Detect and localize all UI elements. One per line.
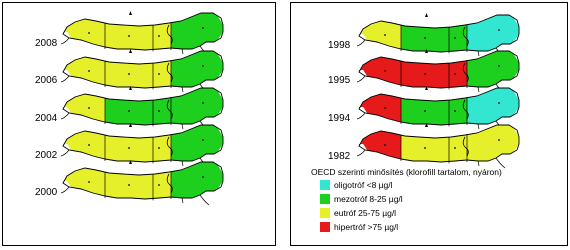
boat-marker: [129, 49, 132, 53]
lake-basin-4: [467, 125, 519, 161]
sampling-point: [128, 73, 130, 75]
stream: [182, 198, 183, 203]
boat-marker: [129, 11, 132, 15]
sampling-point: [498, 139, 500, 141]
lake-basin-4: [171, 13, 223, 49]
sampling-point: [424, 37, 426, 39]
inflow-stream: [61, 76, 69, 82]
legend-swatch: [320, 208, 330, 218]
lake-basin-1: [359, 21, 401, 49]
inflow-stream: [61, 38, 69, 44]
sampling-point: [498, 102, 500, 104]
lake-basin-4: [171, 88, 223, 124]
year-label: 1982: [328, 151, 351, 162]
stream: [182, 124, 183, 129]
sampling-point: [202, 102, 204, 104]
lake-basin-1: [63, 131, 105, 159]
lake-basin-4: [171, 125, 223, 161]
legend-label: mezotróf 8-25 µg/l: [334, 194, 403, 204]
sampling-point: [158, 184, 160, 186]
sampling-point: [202, 65, 204, 67]
inflow-stream: [61, 113, 69, 119]
legend-swatch: [320, 222, 330, 232]
sampling-point: [88, 144, 90, 146]
boat-marker: [425, 13, 428, 17]
year-label: 2000: [35, 187, 58, 198]
lake-map: [61, 86, 223, 131]
year-label: 2006: [35, 75, 58, 86]
lake-map: [61, 11, 223, 56]
sampling-point: [158, 147, 160, 149]
legend-title: OECD szerinti minősítés (klorofill tartalom, nyáron): [311, 167, 502, 177]
lake-map: [61, 123, 223, 168]
sampling-point: [88, 107, 90, 109]
outflow-stream: [200, 195, 209, 205]
inflow-stream: [357, 150, 365, 156]
sampling-point: [202, 176, 204, 178]
legend-swatch: [320, 194, 330, 204]
sampling-point: [128, 184, 130, 186]
year-label: 1994: [328, 113, 351, 124]
sampling-point: [158, 110, 160, 112]
stream: [478, 161, 479, 166]
lake-map: [357, 49, 519, 94]
sampling-point: [454, 73, 456, 75]
sampling-point: [128, 110, 130, 112]
lake-maps-left: [3, 3, 275, 245]
lake-basin-4: [467, 15, 519, 51]
sampling-point: [128, 147, 130, 149]
sampling-point: [158, 35, 160, 37]
inflow-stream: [61, 150, 69, 156]
lake-basin-4: [467, 88, 519, 124]
right-panel: [290, 2, 568, 246]
sampling-point: [88, 32, 90, 34]
sampling-point: [128, 35, 130, 37]
lake-basin-1: [359, 57, 401, 85]
inflow-stream: [357, 113, 365, 119]
stream: [478, 51, 479, 56]
stream: [182, 49, 183, 54]
year-label: 1998: [328, 40, 351, 51]
lake-basin-4: [171, 162, 223, 198]
lake-basin-1: [359, 131, 401, 159]
sampling-point: [384, 144, 386, 146]
sampling-point: [454, 110, 456, 112]
inflow-stream: [357, 40, 365, 46]
legend-swatch: [320, 180, 330, 190]
sampling-point: [202, 139, 204, 141]
sampling-point: [384, 70, 386, 72]
year-label: 2004: [35, 113, 58, 124]
inflow-stream: [357, 76, 365, 82]
lake-basin-1: [63, 94, 105, 122]
sampling-point: [384, 34, 386, 36]
sampling-point: [454, 147, 456, 149]
lake-basin-1: [359, 94, 401, 122]
sampling-point: [158, 73, 160, 75]
sampling-point: [424, 147, 426, 149]
year-label: 2008: [35, 38, 58, 49]
stream: [478, 124, 479, 129]
lake-basin-1: [63, 19, 105, 47]
legend-label: oligotróf <8 µg/l: [334, 180, 393, 190]
legend-label: eutróf 25-75 µg/l: [334, 208, 397, 218]
year-label: 1995: [328, 75, 351, 86]
sampling-point: [384, 107, 386, 109]
stream: [182, 161, 183, 166]
lake-map: [357, 123, 519, 168]
lake-basin-4: [467, 51, 519, 87]
sampling-point: [88, 181, 90, 183]
sampling-point: [498, 65, 500, 67]
sampling-point: [454, 37, 456, 39]
lake-map: [61, 160, 223, 205]
lake-basin-1: [63, 57, 105, 85]
inflow-stream: [61, 187, 69, 193]
sampling-point: [88, 70, 90, 72]
lake-map: [61, 49, 223, 94]
year-label: 2002: [35, 150, 58, 161]
sampling-point: [424, 110, 426, 112]
lake-maps-right: [291, 3, 567, 245]
legend-label: hipertróf >75 µg/l: [334, 222, 399, 232]
lake-basin-4: [171, 51, 223, 87]
sampling-point: [498, 29, 500, 31]
sampling-point: [202, 27, 204, 29]
stream: [182, 87, 183, 92]
stream: [478, 87, 479, 92]
lake-basin-1: [63, 168, 105, 196]
lake-map: [357, 86, 519, 131]
left-panel: [2, 2, 276, 246]
sampling-point: [424, 73, 426, 75]
lake-map: [357, 13, 519, 58]
